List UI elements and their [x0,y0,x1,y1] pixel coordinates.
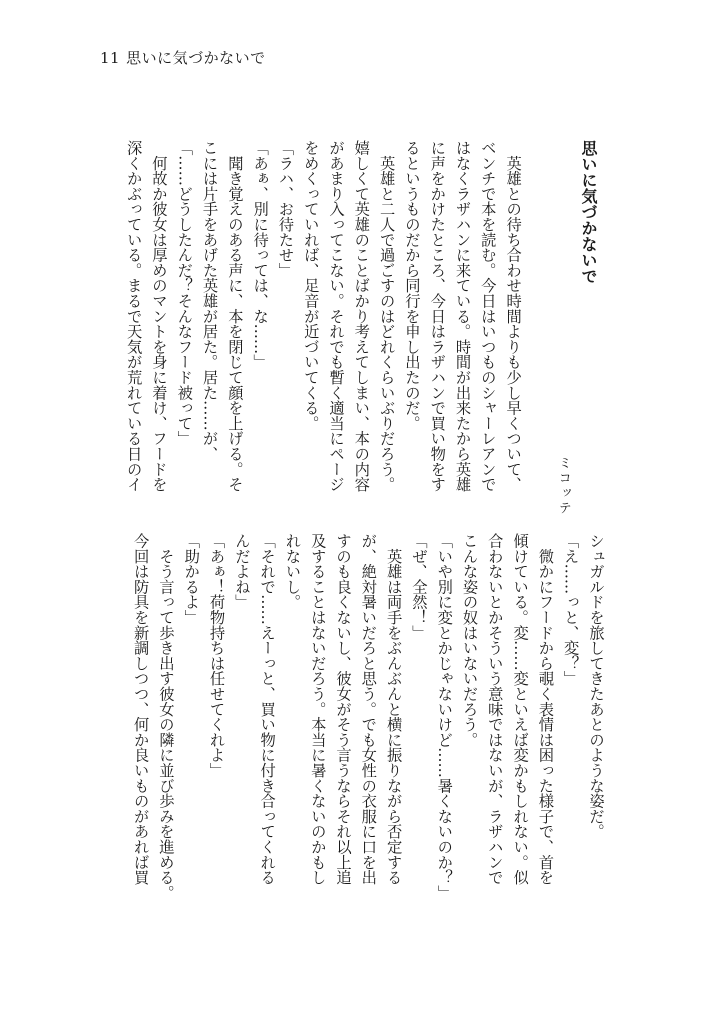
text-column: シュガルドを旅してきたあとのような姿だ。 [587,533,605,839]
text-column: 何故か彼女は厚めのマントを身に着け、フードを [149,140,168,492]
text-column: 「あぁ、別に待っては、な……」 [251,140,270,370]
text-column: 聞き覚えのある声に、本を閉じて顔を上げる。そ [225,140,244,492]
text-column: 「それで……えーっと、買い物に付き合ってくれる [258,533,277,885]
text-block-lower [127,533,608,909]
text-column: 傾けている。変……変といえば変かもしれない。似 [511,533,530,885]
text-column: 微かにフードから覗く表情は困った様子で、首を [536,533,555,885]
text-column: 及することはないだろう。本当に暑くないのかもし [308,533,327,885]
text-column: こんな姿の奴はいないだろう。 [460,533,479,748]
text-column: が、絶対暑いだろと思う。でも女性の衣服に口を出 [359,533,378,885]
text-column: 「ラハ、お待たせ」 [276,140,295,278]
running-header [100,47,272,68]
text-column: をめくっていれば、足音が近づいてくる。 [301,140,320,431]
text-column: 合わないとかそういう意味ではないが、ラザハンで [485,533,504,885]
text-block-upper [120,140,601,516]
text-column: 英雄は両手をぶんぶんと横に振りながら否定する [384,533,403,885]
page-number: 11 [100,49,121,67]
story-title: 思いに気づかないで [579,140,598,284]
blank-line [525,140,550,516]
text-column: ベンチで本を読む。今日はいつものシャーレアンで [478,140,497,492]
author-name: ミコッテ [555,456,571,516]
text-column: 「いや別に変とかじゃないけど……暑くないのか？」 [435,533,454,901]
text-column: に声をかけたところ、今日はラザハンで買い物をす [428,140,447,492]
text-column: 「え……っと、変？」 [561,533,580,686]
text-column: はなくラザハンに来ている。時間が出来たから英雄 [453,140,472,492]
text-column: 「……どうしたんだ？そんなフード被って」 [175,140,194,446]
text-column: 今回は防具を新調しつつ、何か良いものがあれば買 [131,533,150,885]
text-column: すのも良くないし、彼女がそう言うならそれ以上追 [334,533,353,885]
chapter-title: 思いに気づかないで [126,49,266,67]
text-column: 嬉しくて英雄のことばかり考えてしまい、本の内容 [352,140,371,492]
text-column: るというものだから同行を申し出たのだ。 [402,140,421,431]
text-column: 「助かるよ」 [182,533,201,625]
text-column: れないし。 [283,533,302,610]
text-column: んだよね」 [232,533,251,610]
text-column: 英雄と二人で過ごすのはどれくらいぶりだろう。 [377,140,396,492]
text-column: 深くかぶっている。まるで天気が荒れている日のイ [124,140,143,492]
text-column: こには片手をあげた英雄が居た。居た……が、 [200,140,219,462]
text-column: そう言って歩き出す彼女の隣に並び歩みを進める。 [156,533,175,901]
text-column: 英雄との待ち合わせ時間よりも少し早くついて、 [504,140,523,492]
text-column: 「あぁ！荷物持ちは任せてくれよ」 [207,533,226,778]
text-column: があまり入ってこない。それでも暫く適当にページ [327,140,346,492]
text-column: 「ぜ、全然！」 [409,533,428,641]
